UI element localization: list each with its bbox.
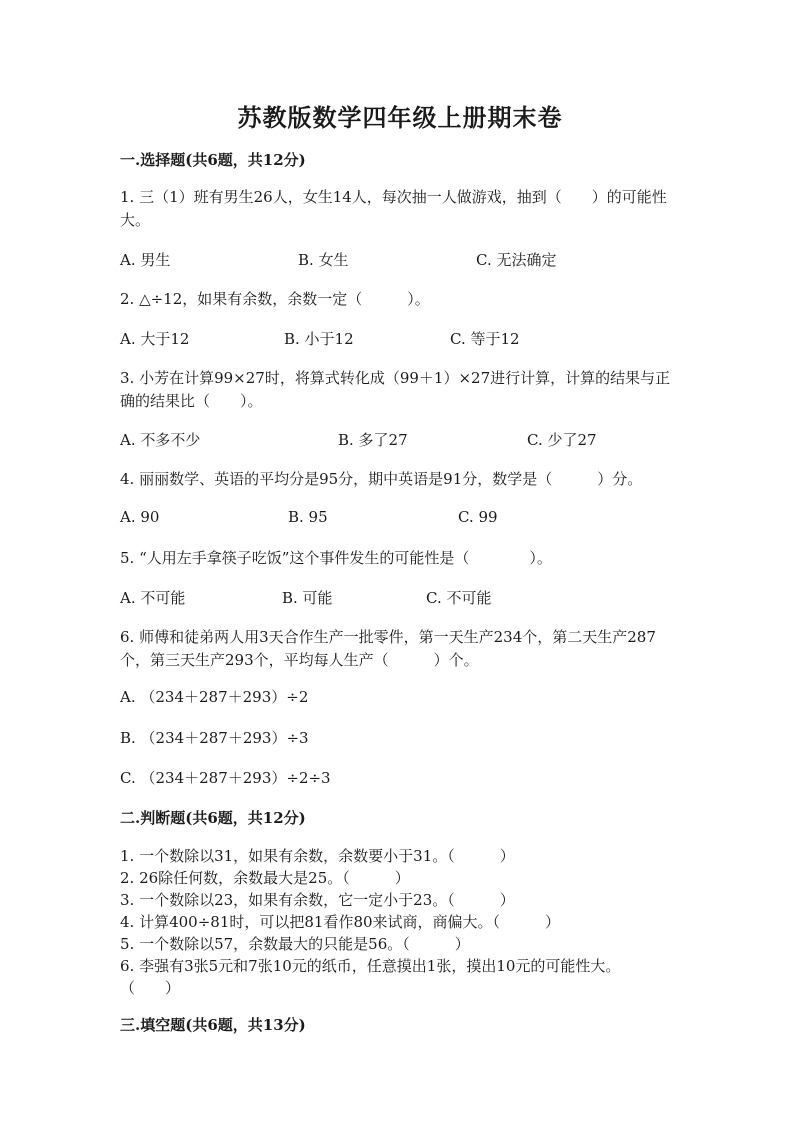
tf-item-1: 1. 一个数除以31，如果有余数，余数要小于31。（ ）	[120, 847, 515, 865]
q4-option-b: B. 95	[288, 508, 328, 526]
q3-option-a: A. 不多不少	[120, 431, 201, 449]
tf-item-4: 4. 计算400÷81时，可以把81看作80来试商，商偏大。（ ）	[120, 913, 561, 931]
q1-option-a: A. 男生	[120, 251, 171, 269]
q5-option-b: B. 可能	[282, 589, 333, 607]
q1-option-b: B. 女生	[298, 251, 349, 269]
section-heading-fill-blank: 三.填空题(共6题，共13分)	[120, 1016, 306, 1034]
question-4: 4. 丽丽数学、英语的平均分是95分，期中英语是91分，数学是（ ）分。	[120, 470, 643, 488]
q2-option-a: A. 大于12	[120, 330, 190, 348]
q2-option-b: B. 小于12	[284, 330, 354, 348]
q2-option-c: C. 等于12	[450, 330, 520, 348]
question-6: 6. 师傅和徒弟两人用3天合作生产一批零件，第一天生产234个，第二天生产287个，第三天生产293个，平均每人生产（ ）个。	[120, 628, 656, 669]
question-3: 3. 小芳在计算99×27时，将算式转化成（99＋1）×27进行计算，计算的结果与正确的结果比（ ）。	[120, 369, 671, 410]
tf-item-3: 3. 一个数除以23，如果有余数，它一定小于23。（ ）	[120, 891, 515, 909]
q3-option-c: C. 少了27	[527, 431, 597, 449]
q6-option-a: A. （234＋287＋293）÷2	[120, 688, 309, 706]
section-heading-choice: 一.选择题(共6题，共12分)	[120, 151, 306, 169]
q1-option-c: C. 无法确定	[476, 251, 557, 269]
section-heading-true-false: 二.判断题(共6题，共12分)	[120, 809, 306, 827]
page-title: 苏教版数学四年级上册期末卷	[237, 103, 563, 132]
q4-option-c: C. 99	[458, 508, 498, 526]
question-5: 5. “人用左手拿筷子吃饭”这个事件发生的可能性是（ ）。	[120, 549, 552, 567]
tf-item-5: 5. 一个数除以57，余数最大的只能是56。（ ）	[120, 935, 470, 953]
q6-option-b: B. （234＋287＋293）÷3	[120, 729, 309, 747]
q3-option-b: B. 多了27	[338, 431, 408, 449]
tf-item-2: 2. 26除任何数，余数最大是25。（ ）	[120, 869, 410, 887]
q6-option-c: C. （234＋287＋293）÷2÷3	[120, 769, 331, 787]
q5-option-c: C. 不可能	[426, 589, 492, 607]
q5-option-a: A. 不可能	[120, 589, 186, 607]
tf-item-6: 6. 李强有3张5元和7张10元的纸币，任意摸出1张，摸出10元的可能性大。 （ ）	[120, 957, 643, 997]
question-1: 1. 三（1）班有男生26人，女生14人，每次抽一人做游戏，抽到（ ）的可能性大。	[120, 188, 667, 229]
q4-option-a: A. 90	[120, 508, 160, 526]
question-2: 2. △÷12，如果有余数，余数一定（ ）。	[120, 290, 430, 308]
